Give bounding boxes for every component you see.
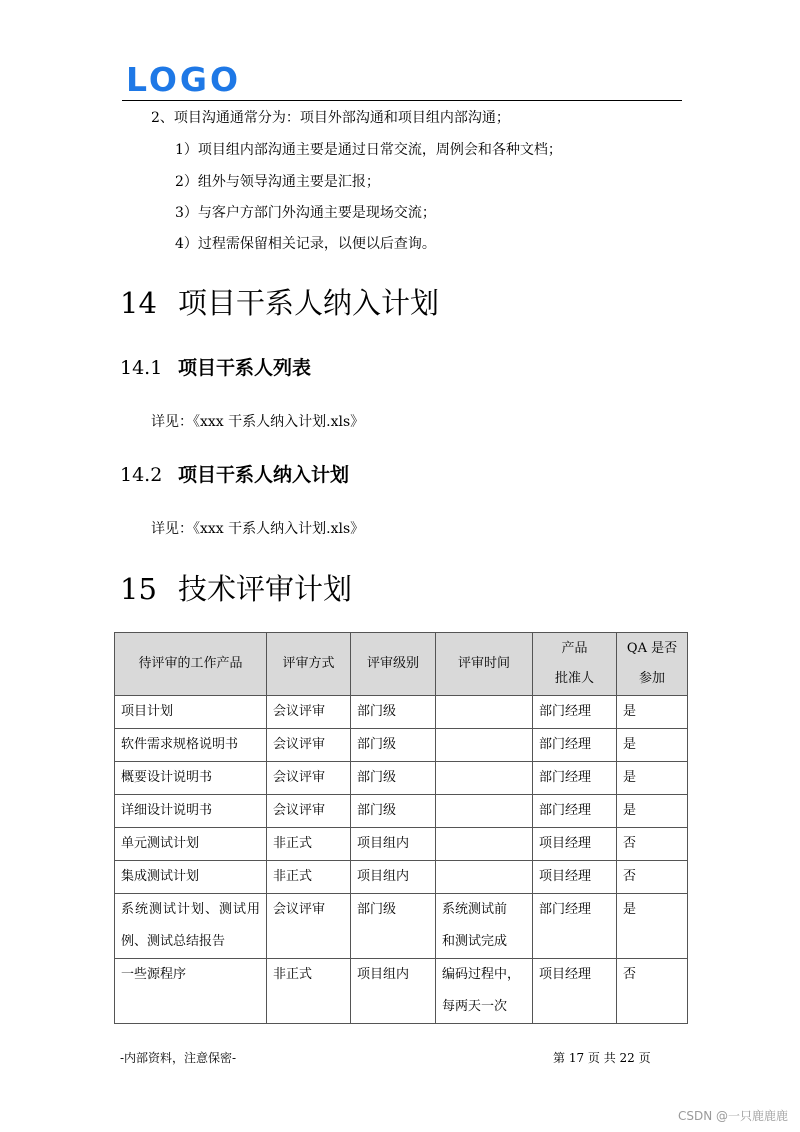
header-approver-line2: 批准人 (554, 671, 594, 686)
header-method: 评审方式 (267, 633, 351, 696)
section-number: 14 (120, 286, 157, 320)
cell-method: 会议评审 (267, 894, 351, 959)
table-row (115, 696, 688, 729)
header-qa (617, 633, 688, 696)
table-row (115, 828, 688, 861)
cell-approver: 部门经理 (533, 762, 617, 795)
cell-product: 概要设计说明书 (115, 762, 267, 795)
cell-product: 详细设计说明书 (115, 795, 267, 828)
section-title: 技术评审计划 (178, 572, 353, 606)
cell-level: 部门级 (351, 729, 436, 762)
cell-product: 软件需求规格说明书 (115, 729, 267, 762)
header-level: 评审级别 (351, 633, 436, 696)
cell-method: 会议评审 (267, 696, 351, 729)
cell-method: 会议评审 (267, 795, 351, 828)
cell-time (436, 729, 533, 762)
header-approver (533, 633, 617, 696)
table-row (115, 894, 688, 959)
cell-time (436, 828, 533, 861)
intro-item: 4）过程需保留相关记录，以便以后查询。 (175, 236, 436, 252)
cell-approver: 部门经理 (533, 729, 617, 762)
cell-qa: 否 (617, 828, 688, 861)
watermark: CSDN @一只鹿鹿鹿 (677, 1109, 788, 1123)
cell-level: 项目组内 (351, 959, 436, 1024)
cell-approver: 部门经理 (533, 696, 617, 729)
cell-approver: 部门经理 (533, 894, 617, 959)
table-row (115, 959, 688, 1024)
footer-confidential: -内部资料，注意保密- (120, 1051, 237, 1065)
cell-time (436, 795, 533, 828)
header-product: 待评审的工作产品 (115, 633, 267, 696)
cell-qa: 是 (617, 795, 688, 828)
subsection-number: 14.1 (120, 357, 163, 379)
section-14-2-heading (120, 463, 349, 487)
intro-item: 2）组外与领导沟通主要是汇报； (175, 174, 380, 190)
section-number: 15 (120, 572, 157, 606)
table-row (115, 861, 688, 894)
cell-level: 项目组内 (351, 828, 436, 861)
cell-time (436, 696, 533, 729)
cell-approver: 部门经理 (533, 795, 617, 828)
header-qa-line1: QA 是否 (626, 641, 678, 656)
section-14-1-heading (120, 356, 311, 380)
table-row (115, 795, 688, 828)
footer-page-number: 第 17 页 共 22 页 (553, 1051, 651, 1065)
table-row (115, 762, 688, 795)
intro-item: 3）与客户方部门外沟通主要是现场交流； (175, 205, 436, 221)
cell-time (436, 762, 533, 795)
cell-method: 会议评审 (267, 762, 351, 795)
cell-product: 项目计划 (115, 696, 267, 729)
header-approver-line1: 产品 (561, 641, 588, 656)
cell-time: 编码过程中， 每两天一次 (436, 959, 533, 1024)
cell-level: 项目组内 (351, 861, 436, 894)
section-14-1-text: 详见：《xxx 干系人纳入计划.xls》 (151, 414, 365, 430)
subsection-number: 14.2 (120, 464, 163, 486)
table-header-row (115, 633, 688, 696)
cell-approver: 项目经理 (533, 828, 617, 861)
cell-method: 非正式 (267, 959, 351, 1024)
cell-qa: 否 (617, 861, 688, 894)
cell-product: 集成测试计划 (115, 861, 267, 894)
subsection-title: 项目干系人纳入计划 (178, 464, 350, 486)
cell-time (436, 861, 533, 894)
intro-item: 1）项目组内部沟通主要是通过日常交流，周例会和各种文档； (175, 142, 562, 158)
cell-time: 系统测试前 和测试完成 (436, 894, 533, 959)
subsection-title: 项目干系人列表 (178, 357, 312, 379)
cell-qa: 是 (617, 894, 688, 959)
section-14-heading (120, 286, 439, 320)
cell-approver: 项目经理 (533, 959, 617, 1024)
header-qa-line2: 参加 (638, 671, 665, 686)
section-title: 项目干系人纳入计划 (178, 286, 440, 320)
header-divider (122, 100, 682, 101)
company-logo: LOGO (126, 60, 242, 99)
cell-product: 单元测试计划 (115, 828, 267, 861)
section-15-heading (120, 572, 352, 606)
cell-qa: 是 (617, 729, 688, 762)
cell-product: 系统测试计划、测试用例、测试总结报告 (115, 894, 267, 959)
intro-point-2: 2、项目沟通通常分为：项目外部沟通和项目组内部沟通； (151, 110, 510, 126)
cell-level: 部门级 (351, 894, 436, 959)
cell-level: 部门级 (351, 696, 436, 729)
cell-method: 非正式 (267, 861, 351, 894)
technical-review-table (114, 632, 688, 1024)
header-time: 评审时间 (436, 633, 533, 696)
cell-level: 部门级 (351, 795, 436, 828)
cell-level: 部门级 (351, 762, 436, 795)
cell-method: 非正式 (267, 828, 351, 861)
cell-qa: 是 (617, 696, 688, 729)
section-14-2-text: 详见：《xxx 干系人纳入计划.xls》 (151, 521, 365, 537)
cell-approver: 项目经理 (533, 861, 617, 894)
cell-qa: 是 (617, 762, 688, 795)
table-row (115, 729, 688, 762)
cell-product: 一些源程序 (115, 959, 267, 1024)
cell-method: 会议评审 (267, 729, 351, 762)
cell-qa: 否 (617, 959, 688, 1024)
